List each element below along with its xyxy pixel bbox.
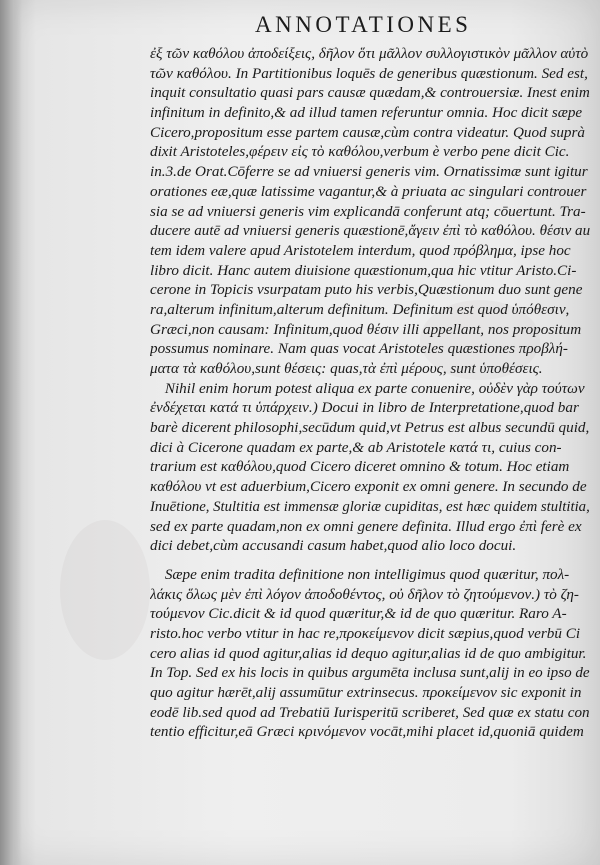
text-line: inquit consultatio quasi pars causæ quædam,& controuersiæ. Inest enim	[150, 85, 590, 102]
text-line: trarium est καθόλου,quod Cicero diceret omnino & totum. Hoc etiam	[150, 459, 570, 476]
text-line: dici à Cicerone quadam ex parte,& ab Aristotele κατά τι, cuius con-	[150, 439, 562, 456]
text-body	[150, 45, 590, 743]
text-line: καθόλου vt est aduerbium,Cicero exponit ex omni genere. In secundo de	[150, 479, 587, 496]
paragraph-gap	[150, 557, 590, 566]
text-line: quo agitur hærēt,alij assumūtur extrinsecus. προκείμενον sic exponit in	[150, 685, 582, 701]
text-line: Sæpe enim tradita definitione non intelligimus quod quæritur, πολ-	[164, 566, 570, 583]
text-line: λάκις ὅλως μὲν ἐπὶ λόγον ἀποδοθέντος, οὐ δῆλον τὸ ζητούμενον.) τὸ ζη-	[150, 586, 579, 603]
text-line: libro dicit. Hanc autem diuisione quæstionum,qua hic vtitur Aristo.Ci-	[150, 262, 577, 279]
text-line: Inuētione, Stultitia est immensæ gloriæ cupiditas, est hæc quidem stultitia,	[150, 498, 590, 515]
paragraph	[150, 380, 590, 557]
text-line: sed ex parte quadam,non ex omni genere definita. Illud ergo ἐπὶ ferè ex	[150, 518, 582, 535]
text-line: barè dicerent philosophi,secūdum quid,vt Petrus est albus secundū quid,	[150, 420, 590, 437]
text-line: sia se ad vniuersi generis vim explicandā conferunt atq; cōuertunt. Tra-	[150, 203, 586, 220]
text-line: risto.hoc verbo vtitur in hac re,προκείμενον dicit sæpius,quod verbū Ci	[150, 625, 581, 642]
text-line: Nihil enim horum potest aliqua ex parte conuenire, οὐδὲν γὰρ τούτων	[164, 380, 585, 397]
text-line: cero alias id quod agitur,alias id dequo agitur,alias id de quo ambigitur.	[150, 645, 587, 662]
text-line: possumus nominare. Nam quas vocat Aristoteles quæstiones πρoβλή-	[150, 341, 568, 358]
text-line: Græci,non causam: Infinitum,quod θέσιν illi appellant, nos propositum	[150, 321, 582, 338]
text-line: orationes eæ,quæ latissime vagantur,& à priuata ac singulari controuer	[150, 183, 587, 200]
text-line: ra,alterum infinitum,alterum definitum. Definitum est quod ὑπόθεσιν,	[150, 301, 570, 318]
text-line: cerone in Topicis vsurpatam puto his verbis,Quæstionum duo sunt gene	[150, 282, 583, 299]
text-line: Cicero,propositum esse partem causæ,cùm contra videatur. Quod suprà	[150, 124, 585, 141]
text-line: dixit Aristoteles,φέρειν εἰς τὸ καθόλου,verbum è verbo pene dicit Cic.	[150, 144, 570, 161]
text-line: In Top. Sed ex his locis in quibus argumēta inclusa sunt,alij in eo ipso de	[150, 665, 590, 682]
paper-stain	[60, 520, 150, 660]
text-line: in.3.de Orat.Cōferre se ad vniuersi generis vim. Ornatissimæ sunt igitur	[150, 164, 588, 181]
text-line: ματα τὰ καθόλου,sunt θέσεις: quas,τὰ ἐπὶ μέρους, sunt ὑποθέσεις.	[150, 361, 543, 377]
text-line: tem idem valere apud Aristotelem interdum, quod πρόβλημα, ipse hoc	[150, 242, 571, 259]
text-line: tentio efficitur,eā Græci κρινόμενον vocāt,mihi placet id,quoniā quidem	[150, 724, 584, 741]
paragraph	[150, 45, 590, 380]
paragraph	[150, 566, 590, 743]
text-line: ἐξ τῶν καθόλου ἀποδείξεις, δῆλον ὅτι μᾶλλον συλλογιστικὸν μᾶλλον αὐτὸ	[150, 46, 589, 62]
text-line: τῶν καθόλου. In Partitionibus loquēs de generibus quæstionum. Sed est,	[150, 65, 588, 82]
text-line: ducere autē ad vniuersi generis quæstionē,ἄγειν ἐπὶ τὸ καθόλου. θέσιν au	[150, 223, 591, 240]
text-line: dici debet,cùm accusandi casum habet,quod alio loco docui.	[150, 538, 517, 555]
text-line: eodē lib.sed quod ad Trebatiū Iurisperitū scriberet, Sed quæ ex statu con	[150, 704, 590, 721]
page-gutter-shadow	[0, 0, 22, 865]
text-line: infinitum in definito,& ad illud tamen referuntur omnia. Hoc dicit sæpe	[150, 105, 583, 122]
text-line: ἐνδέχεται κατά τι ὑπάρχειν.) Docui in libro de Interpretatione,quod bar	[150, 400, 579, 417]
running-head: ANNOTATIONES	[255, 12, 472, 37]
text-line: τούμενον Cic.dicit & id quod quæritur,& id de quo quæritur. Raro A-	[150, 606, 567, 623]
